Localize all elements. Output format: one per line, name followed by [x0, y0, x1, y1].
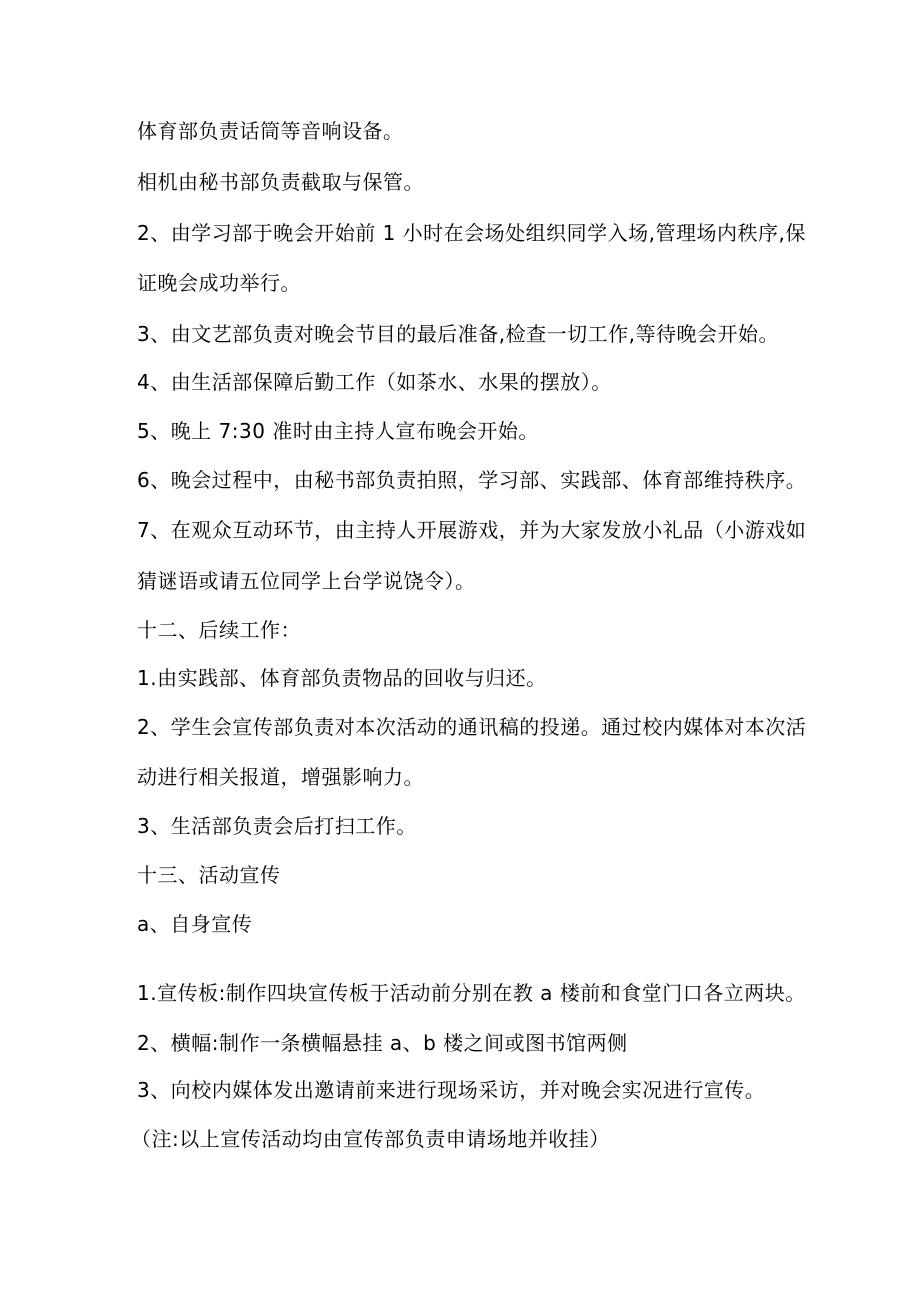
text-line-10: 猜谜语或请五位同学上台学说饶令）。 [137, 569, 476, 593]
text-line-4: 证晚会成功举行。 [137, 271, 301, 295]
text-line-18: 1.宣传板:制作四块宣传板于活动前分别在教 a 楼前和食堂门口各立两块。 [137, 981, 806, 1005]
text-line-14: 动进行相关报道，增强影响力。 [137, 765, 424, 789]
text-line-20: 3、向校内媒体发出邀请前来进行现场采访，并对晚会实况进行宣传。 [137, 1078, 766, 1102]
note-line: （注:以上宣传活动均由宣传部负责申请场地并收挂） [131, 1127, 610, 1151]
text-line-6: 4、由生活部保障后勤工作（如茶水、水果的摆放）。 [137, 370, 612, 394]
subsection-heading-a: a、自身宣传 [137, 912, 253, 936]
text-line-15: 3、生活部负责会后打扫工作。 [137, 814, 417, 838]
text-line-1: 体育部负责话筒等音响设备。 [137, 119, 404, 143]
section-heading-12: 十二、后续工作： [137, 618, 301, 642]
text-line-9: 7、在观众互动环节，由主持人开展游戏，并为大家发放小礼品（小游戏如 [137, 518, 807, 542]
text-line-7: 5、晚上 7:30 准时由主持人宣布晚会开始。 [137, 419, 539, 443]
section-heading-13: 十三、活动宣传 [137, 863, 281, 887]
text-line-5: 3、由文艺部负责对晚会节目的最后准备,检查一切工作,等待晚会开始。 [137, 322, 779, 346]
text-line-3: 2、由学习部于晚会开始前 1 小时在会场处组织同学入场,管理场内秩序,保 [137, 221, 806, 245]
text-line-12: 1.由实践部、体育部负责物品的回收与归还。 [137, 666, 547, 690]
text-line-19: 2、横幅:制作一条横幅悬挂 a、b 楼之间或图书馆两侧 [137, 1031, 628, 1055]
text-line-8: 6、晚会过程中，由秘书部负责拍照，学习部、实践部、体育部维持秩序。 [137, 468, 807, 492]
text-line-13: 2、学生会宣传部负责对本次活动的通讯稿的投递。通过校内媒体对本次活 [137, 715, 807, 739]
text-line-2: 相机由秘书部负责截取与保管。 [137, 170, 424, 194]
